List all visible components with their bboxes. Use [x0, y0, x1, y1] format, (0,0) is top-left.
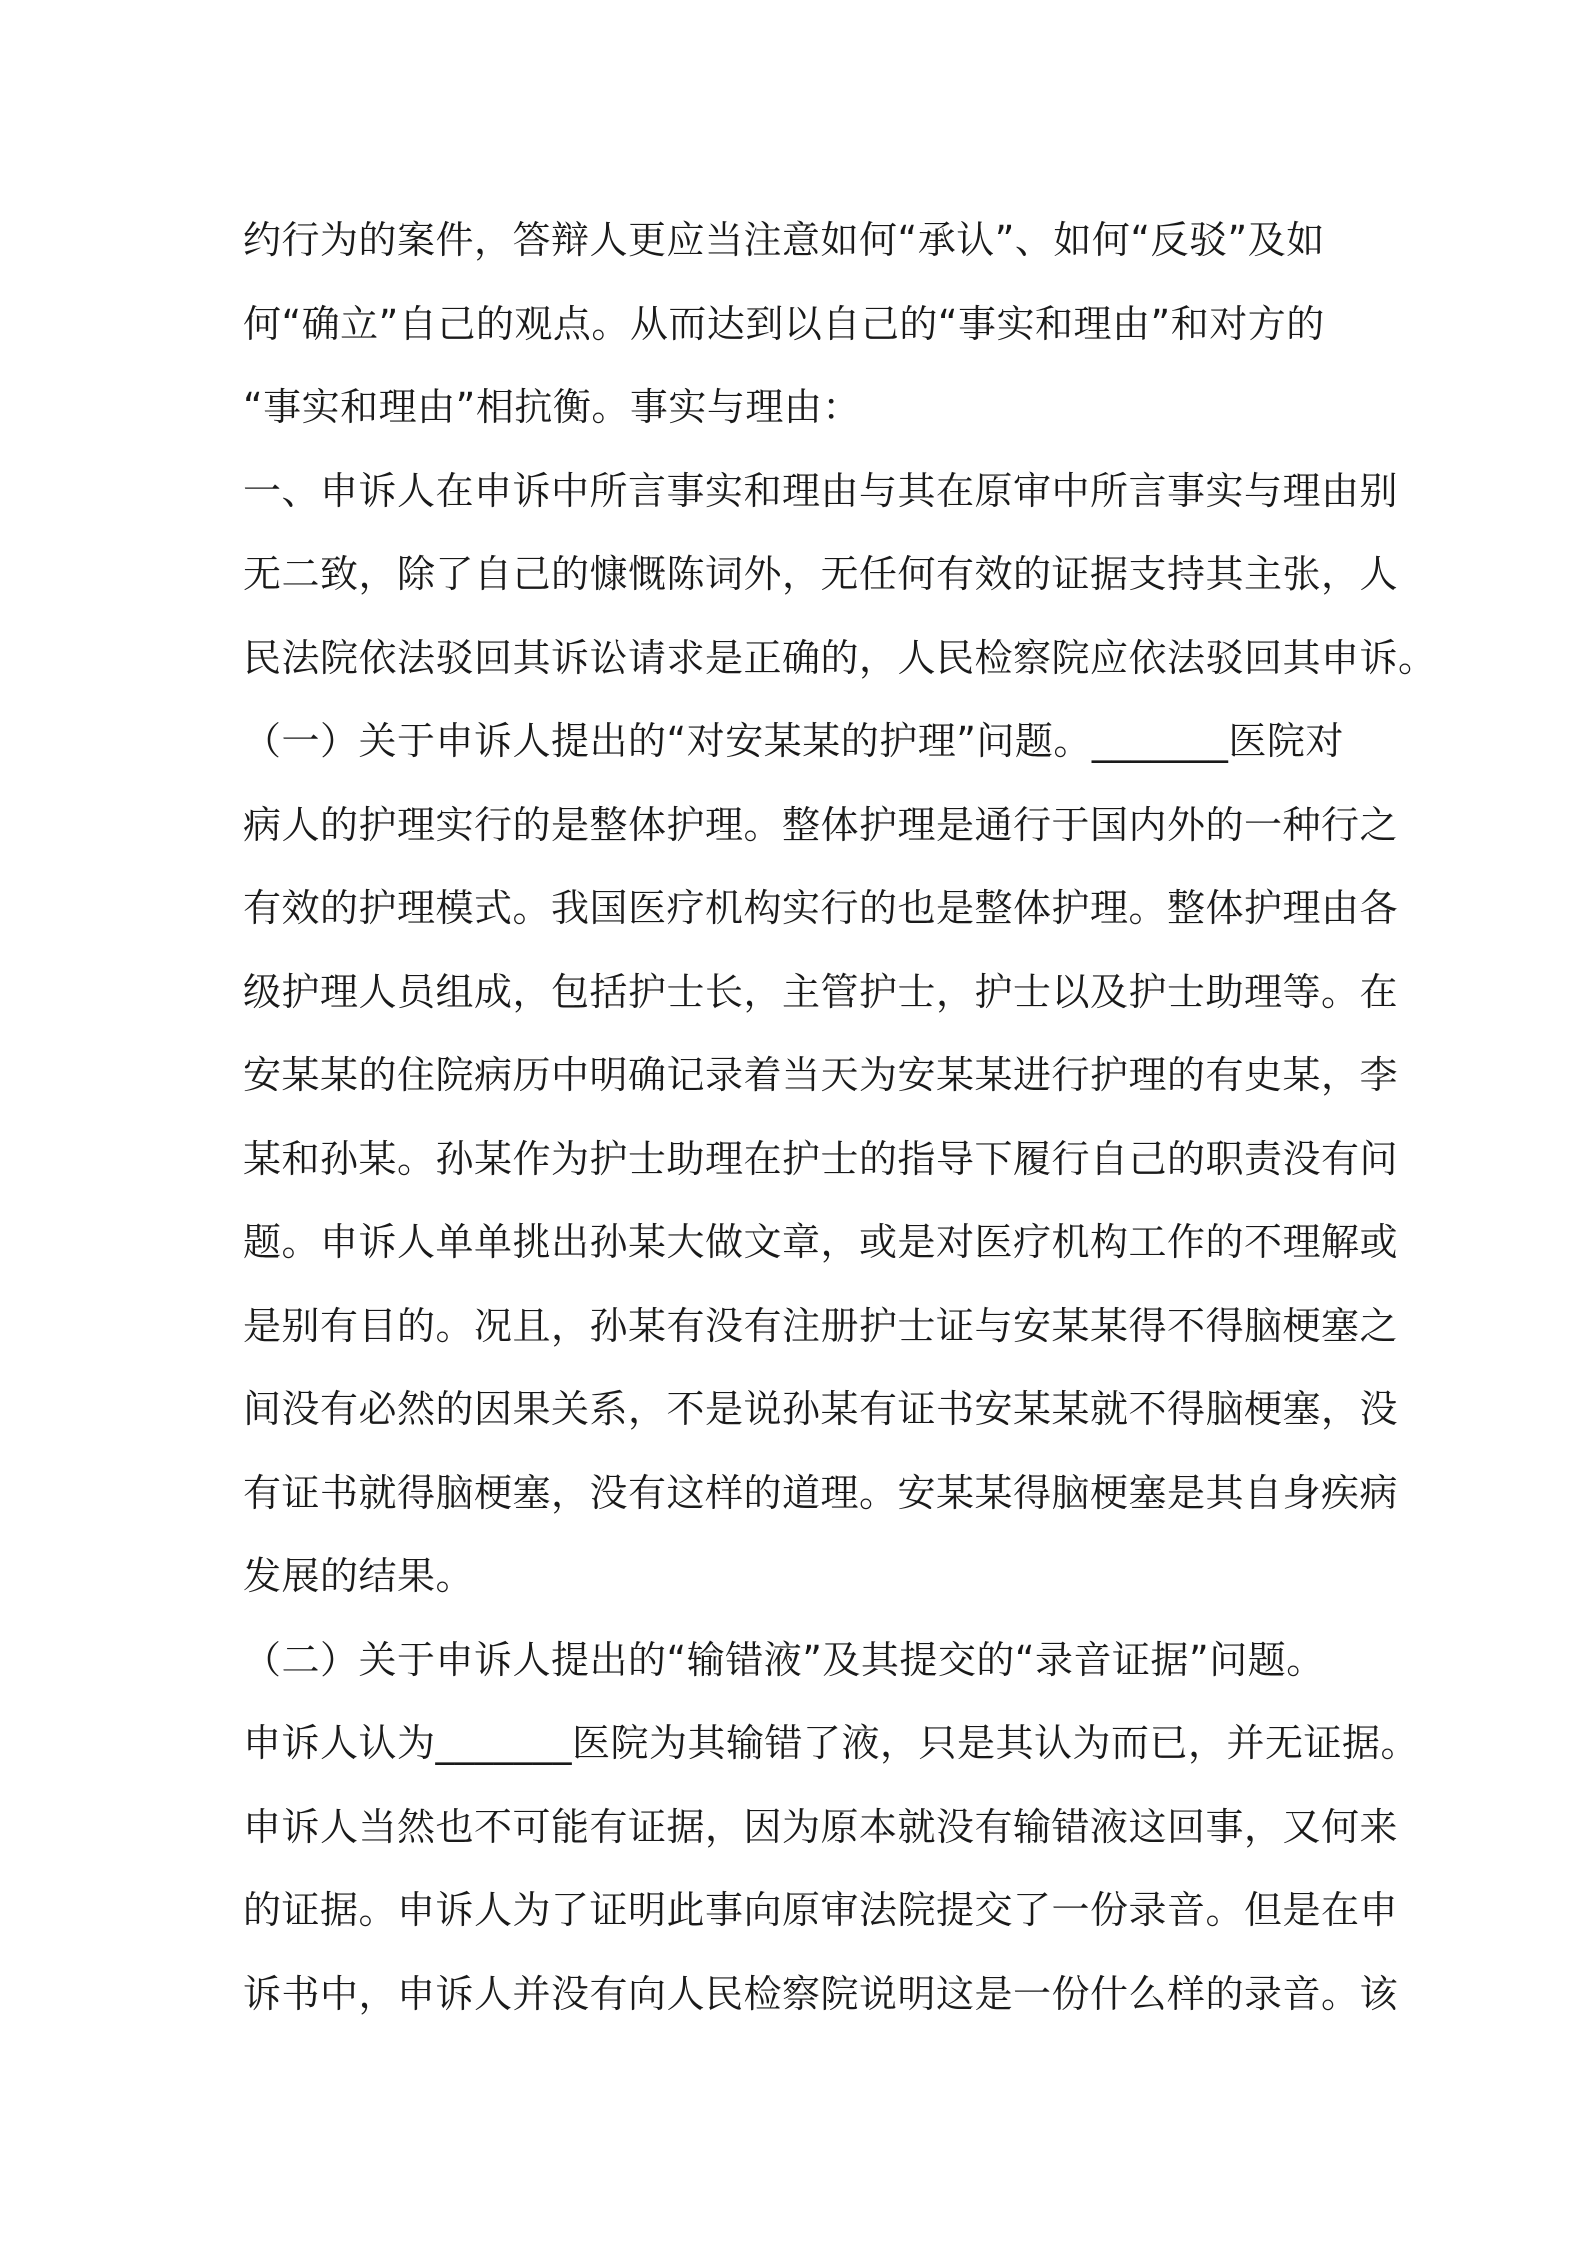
section-heading-line: 一、申诉人在申诉中所言事实和理由与其在原审中所言事实与理由别 — [243, 468, 1399, 513]
text-line: 诉书中，申诉人并没有向人民检察院说明这是一份什么样的录音。该 — [243, 1971, 1399, 2016]
text-line: 有证书就得脑梗塞，没有这样的道理。安某某得脑梗塞是其自身疾病 — [243, 1470, 1399, 1515]
text-line: 申诉人当然也不可能有证据，因为原本就没有输错液这回事，又何来 — [243, 1804, 1399, 1849]
text-line: 级护理人员组成，包括护士长，主管护士，护士以及护士助理等。在 — [243, 969, 1399, 1014]
text-line: 申诉人认为_______医院为其输错了液，只是其认为而已，并无证据。 — [243, 1721, 1420, 1765]
text-line: 的证据。申诉人为了证明此事向原审法院提交了一份录音。但是在申 — [243, 1888, 1399, 1932]
text-line: 间没有必然的因果关系，不是说孙某有证书安某某就不得脑梗塞，没 — [243, 1387, 1399, 1431]
text-line: 发展的结果。 — [243, 1554, 475, 1598]
text-line: 病人的护理实行的是整体护理。整体护理是通行于国内外的一种行之 — [243, 802, 1399, 847]
text-line: 约行为的案件，答辩人更应当注意如何“承认”、如何“反驳”及如 — [243, 218, 1325, 262]
text-line: 无二致，除了自己的慷慨陈词外，无任何有效的证据支持其主张，人 — [243, 552, 1399, 596]
text-line: 何“确立”自己的观点。从而达到以自己的“事实和理由”和对方的 — [243, 301, 1325, 346]
text-line: 有效的护理模式。我国医疗机构实行的也是整体护理。整体护理由各 — [243, 886, 1399, 930]
text-line: 是别有目的。况且，孙某有没有注册护士证与安某某得不得脑梗塞之 — [243, 1303, 1399, 1348]
body-text — [243, 199, 1437, 2036]
subsection-heading-line: （一）关于申诉人提出的“对安某某的护理”问题。_______医院对 — [243, 719, 1344, 763]
text-line: 某和孙某。孙某作为护士助理在护士的指导下履行自己的职责没有问 — [243, 1136, 1399, 1181]
text-line: 民法院依法驳回其诉讼请求是正确的，人民检察院应依法驳回其申诉。 — [243, 635, 1437, 680]
text-line: 安某某的住院病历中明确记录着当天为安某某进行护理的有史某，李 — [243, 1053, 1399, 1097]
subsection-heading-line: （二）关于申诉人提出的“输错液”及其提交的“录音证据”问题。 — [243, 1637, 1325, 1682]
text-line: “事实和理由”相抗衡。事实与理由： — [243, 385, 861, 429]
text-line: 题。申诉人单单挑出孙某大做文章，或是对医疗机构工作的不理解或 — [243, 1220, 1399, 1264]
